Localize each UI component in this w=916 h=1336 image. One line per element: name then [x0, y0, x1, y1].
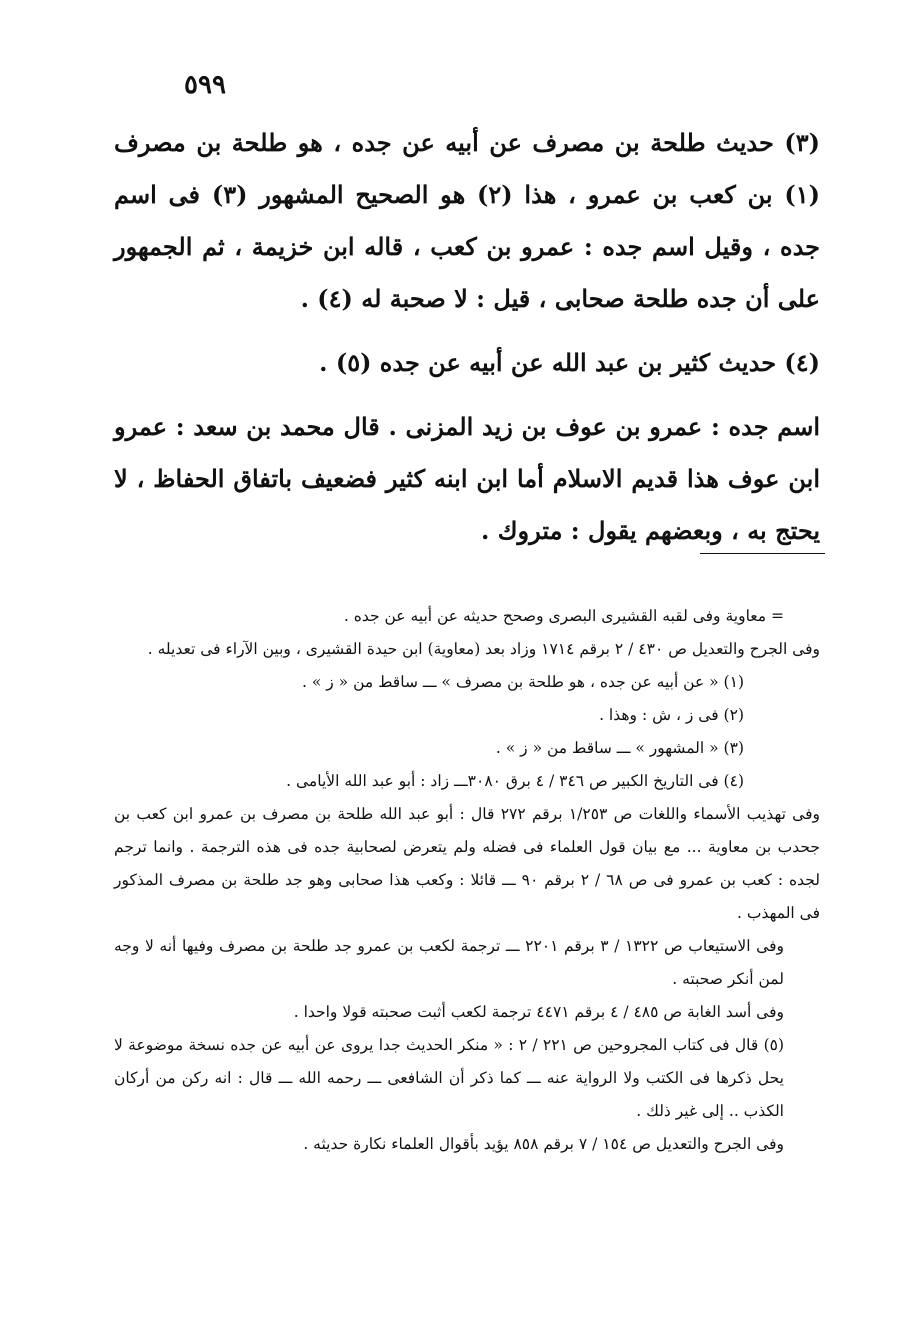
- main-paragraph: (٣) حديث طلحة بن مصرف عن أبيه عن جده ، هو طلحة بن مصرف (١) بن كعب بن عمرو ، هذا (٢) هو الصحيح المشهور (٣) فى اسم جده ، وقيل اسم جده : عمرو بن كعب ، قاله ابن خزيمة ، ثم الجمهور على أن جده طلحة صحابى ، قيل : لا صحبة له (٤) .: [114, 128, 820, 313]
- footnote-line: (٢) فى ز ، ش : وهذا .: [599, 706, 744, 724]
- main-paragraph: اسم جده : عمرو بن عوف بن زيد المزنى . قال محمد بن سعد : عمرو ابن عوف هذا قديم الاسلام أما ابن ابنه كثير فضعيف باتفاق الحفاظ ، لا يحتج به ، وبعضهم يقول : متروك .: [114, 412, 821, 545]
- main-paragraph: (٤) حديث كثير بن عبد الله عن أبيه عن جده (٥) .: [319, 348, 820, 377]
- footnote-line: (٣) « المشهور » ـــ ساقط من « ز » .: [495, 739, 744, 757]
- footnote-line: وفى الاستيعاب ص ١٣٢٢ / ٣ برقم ٢٢٠١ ـــ ترجمة لكعب بن عمرو جد طلحة بن مصرف وفيها أنه لا وجه لمن أنكر صحبته .: [114, 937, 784, 988]
- page-number: ٥٩٩: [184, 70, 226, 100]
- footnote-line: وفى تهذيب الأسماء واللغات ص ١/٢٥٣ برقم ٢٧٢ قال : أبو عبد الله طلحة بن مصرف بن عمرو ابن كعب بن جحدب بن معاوية ... مع بيان قول العلماء فى فضله ولم يتعرض لصحابية جده فى هذه الترجمة . وانما ترجم لجده : كعب بن عمرو فى ص ٦٨ / ٢ برقم ٩٠ ـــ قائلا : وكعب هذا صحابى وهو جد طلحة بن مصرف المذكور فى المهذب .: [114, 805, 821, 922]
- footnote-line: (٤) فى التاريخ الكبير ص ٣٤٦ / ٤ برق ٣٠٨٠ـــ زاد : أبو عبد الله الأيامى .: [286, 772, 744, 790]
- footnotes: [114, 600, 820, 1161]
- footnote-line: (٥) قال فى كتاب المجروحين ص ٢٢١ / ٢ : « منكر الحديث جدا يروى عن أبيه عن جده نسخة موضوعة لا يحل ذكرها فى الكتب ولا الرواية عنه ـــ كما ذكر أن الشافعى ـــ رحمه الله ـــ قال : انه ركن من أركان الكذب .. إلى غير ذلك .: [114, 1036, 785, 1120]
- footnote-line: = معاوية وفى لقبه القشيرى البصرى وصحح حديثه عن أبيه عن جده .: [343, 607, 784, 625]
- footnote-line: وفى الجرح والتعديل ص ١٥٤ / ٧ برقم ٨٥٨ يؤيد بأقوال العلماء نكارة حديثه .: [303, 1135, 784, 1153]
- main-text: [114, 117, 820, 557]
- footnote-divider: [700, 553, 825, 554]
- footnote-line: وفى أسد الغابة ص ٤٨٥ / ٤ برقم ٤٤٧١ ترجمة لكعب أثبت صحبته قولا واحدا .: [293, 1003, 784, 1021]
- footnote-line: (١) « عن أبيه عن جده ، هو طلحة بن مصرف » ـــ ساقط من « ز » .: [301, 673, 744, 691]
- footnote-line: وفى الجرح والتعديل ص ٤٣٠ / ٢ برقم ١٧١٤ وزاد بعد (معاوية) ابن حيدة القشيرى ، وبين الآراء فى تعديله .: [147, 640, 820, 658]
